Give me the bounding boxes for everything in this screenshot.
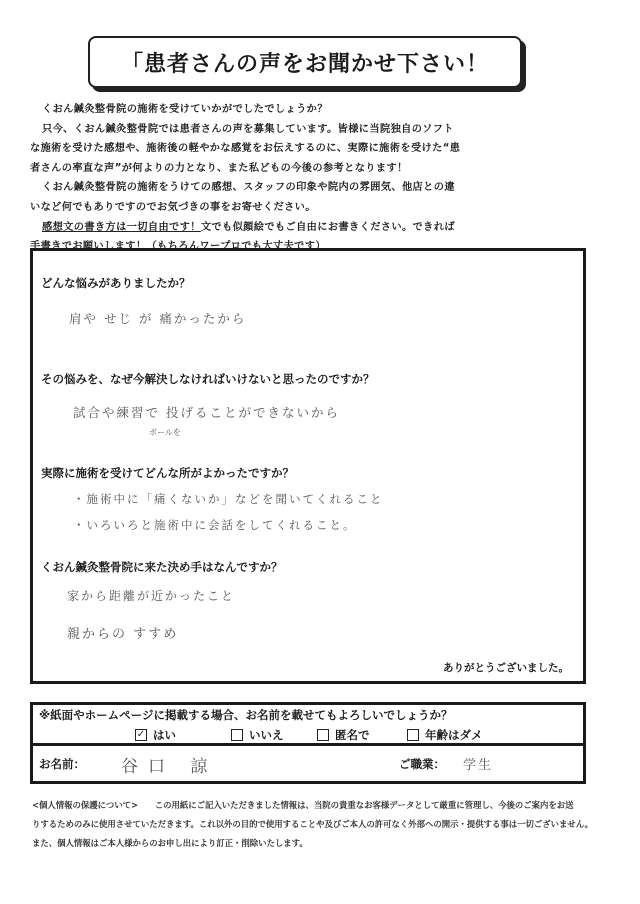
intro-text [30,100,590,257]
consent-option-anonymous[interactable] [317,727,370,743]
privacy-line: りするためのみに使用させていただきます。これ以外の目的で使用することや及びご本人の許可なく外部への開示・提供する事は一切ございません。 [32,819,593,829]
intro-line: くおん鍼灸整骨院の施術をうけての感想、スタッフの印象や院内の雰囲気、他店との違 [42,182,455,194]
answer-2-note: ボールを [149,428,181,437]
question-1: どんな悩みがありましたか？ [41,276,191,290]
checkbox-icon[interactable] [407,729,419,741]
answer-3-line-1[interactable]: ・施術中に「痛くないか」などを聞いてくれること [73,492,384,506]
intro-note-rest: 文でも似顔絵でもご自由にお書きください。できれば [200,221,455,233]
intro-line: いなど何でもありですのでお気づきの事をお寄せください。 [30,201,316,213]
answer-3-line-2[interactable]: ・いろいろと施術中に会話をしてくれること。 [73,518,357,532]
name-row [30,746,586,784]
answer-2[interactable]: 試合や練習で 投げることができないから [73,405,340,420]
consent-question: ※紙面やホームページに掲載する場合、お名前を載せてもよろしいでしょうか？ [39,708,453,722]
consent-box [30,702,586,746]
intro-note-line2: 手書きでお願いします！（もちろんワープロでも大丈夫です） [30,241,326,253]
consent-option-label: 匿名で [335,728,370,742]
survey-box [30,248,586,684]
privacy-line: また、個人情報はご本人様からのお申し出により訂正・削除いたします。 [32,838,308,848]
checkbox-icon[interactable] [231,729,243,741]
consent-option-label: いいえ [249,728,284,742]
thanks-text: ありがとうございました。 [443,662,569,674]
occupation-label: ご職業： [399,757,445,771]
question-4: くおん鍼灸整骨院に来た決め手はなんですか？ [41,560,283,574]
intro-line: くおん鍼灸整骨院の施術を受けていかがでしたでしょうか？ [42,104,328,115]
question-3: 実際に施術を受けてどんな所がよかったですか？ [41,466,294,480]
consent-option-no-age[interactable] [407,727,483,743]
consent-option-yes[interactable] [135,727,176,743]
intro-line: 者さんの率直な声”が何よりの力となり、また私どもの今後の参考となります！ [30,162,408,174]
answer-4-line-2[interactable]: 親からの すすめ [67,627,179,642]
checkbox-icon[interactable] [317,729,329,741]
intro-line: 只今、くおん鍼灸整骨院では患者さんの声を募集しています。皆様に当院独自のソフト [42,123,454,135]
privacy-line: <個人情報の保護について> この用紙にご記入いただきました情報は、当院の貴重なお客様データとして厳重に管理し、今後のご案内をお送 [32,800,574,810]
consent-option-no[interactable] [231,727,284,743]
answer-1[interactable]: 肩や せじ が 痛かったから [69,311,247,326]
occupation-field[interactable]: 学生 [463,758,494,773]
page-title: 「患者さんの声をお聞かせ下さい！ [88,36,522,88]
consent-option-label: 年齢はダメ [425,728,483,742]
question-2: その悩みを、なぜ今解決しなければいけないと思ったのですか？ [41,372,375,386]
checkbox-checked-icon[interactable]: ✓ [136,729,146,740]
intro-line: な施術を受けた感想や、施術後の軽やかな感覚をお伝えするのに、実際に施術を受けた“患 [30,143,461,155]
name-field[interactable]: 谷口 諒 [121,757,218,777]
intro-note [30,218,590,238]
intro-note-underlined: 感想文の書き方は一切自由です！ [42,221,201,233]
privacy-notice [32,796,592,853]
consent-option-label: はい [153,728,176,742]
name-label: お名前： [39,757,85,771]
answer-4-line-1[interactable]: 家から距離が近かったこと [67,589,236,603]
